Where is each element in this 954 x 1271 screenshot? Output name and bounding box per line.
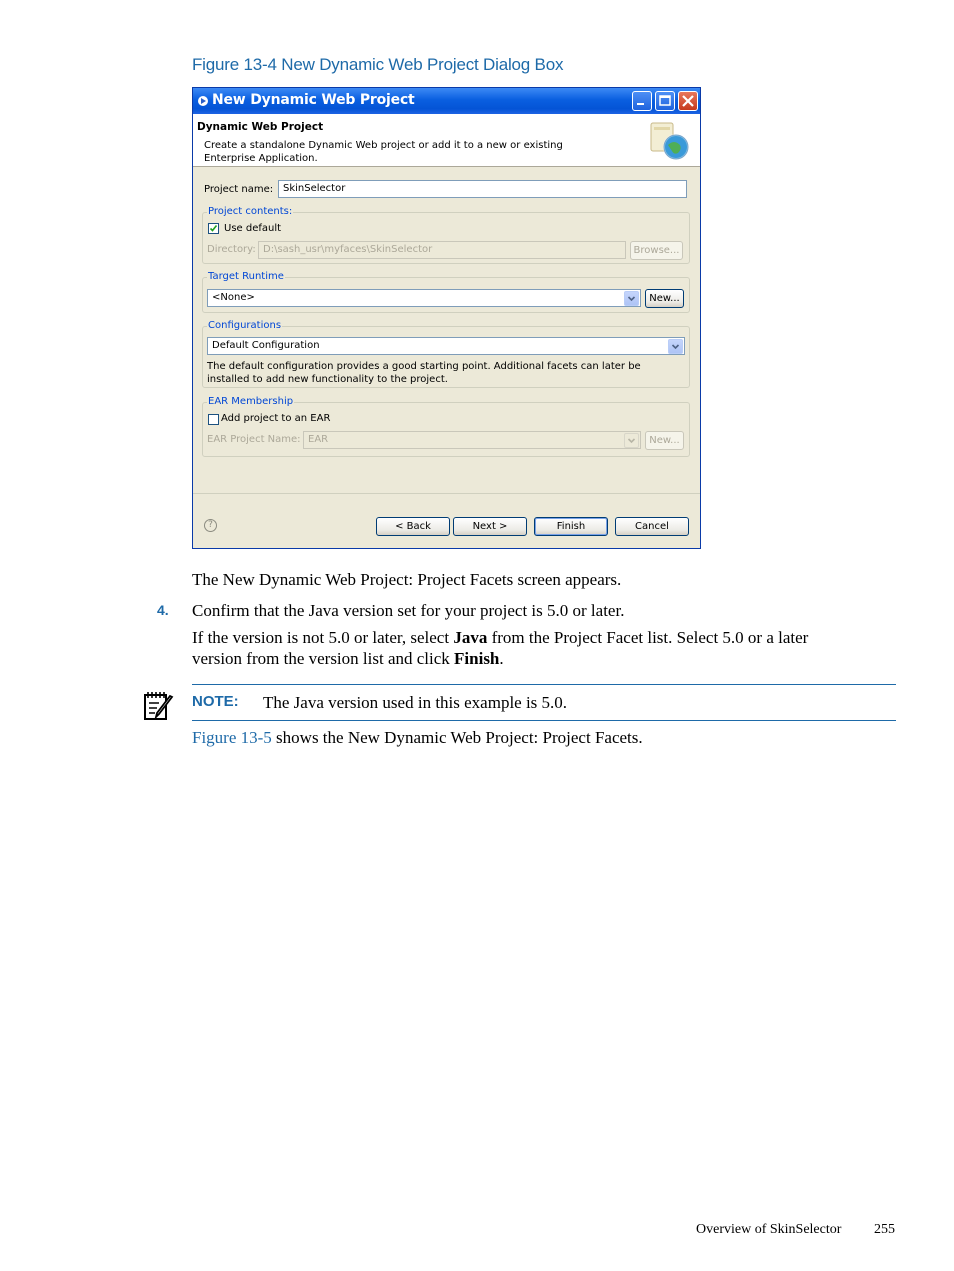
chevron-down-icon [625,434,638,447]
step-number: 4. [157,602,169,618]
note-icon [142,688,176,722]
note-text: The Java version used in this example is 5.0. [263,693,568,712]
web-project-wizard-icon [648,119,692,163]
ear-project-name-label: EAR Project Name: [207,434,301,445]
note-top-rule [192,684,896,685]
step-detail-text: from the Project Facet list. Select 5.0 or a later [487,628,809,647]
target-runtime-dropdown-arrow[interactable] [624,291,639,306]
new-runtime-button[interactable]: New... [645,289,684,308]
java-term: Java [453,628,488,647]
page-number: 255 [874,1222,895,1237]
header-description: Create a standalone Dynamic Web project or add it to a new or existing Enterprise Application. [204,140,563,164]
configuration-description: The default configuration provides a good starting point. Additional facets can later be installed to add new functionality to the project. [207,361,641,385]
use-default-label: Use default [224,223,282,234]
checkmark-icon [209,224,218,233]
close-icon [679,92,697,110]
button-bar-divider [193,493,700,494]
step-detail-line2 [192,649,504,669]
step-detail-text: . [499,649,504,668]
step-detail-text: version from the version list and click [192,649,455,668]
new-ear-button[interactable]: New... [645,431,684,450]
target-runtime-select[interactable]: <None> [207,289,641,307]
directory-label: Directory: [207,244,256,255]
figure-reference-paragraph [192,728,643,748]
chevron-down-icon [669,340,682,353]
figure-13-5-link[interactable]: Figure 13-5 [192,728,272,747]
note-label: NOTE: [192,693,239,710]
project-contents-label: Project contents: [208,206,293,217]
project-name-label: Project name: [204,184,274,195]
configurations-label: Configurations [208,320,282,331]
note-bottom-rule [192,720,896,721]
figure-reference-text: shows the New Dynamic Web Project: Project Facets. [271,728,643,747]
facets-screen-paragraph: The New Dynamic Web Project: Project Facets screen appears. [192,570,622,589]
maximize-icon [656,92,674,110]
ear-dropdown-arrow[interactable] [624,433,639,448]
add-to-ear-checkbox[interactable] [208,414,219,425]
configuration-dropdown-arrow[interactable] [668,339,683,354]
ear-project-name-select[interactable]: EAR [303,431,641,449]
step-detail-line1 [192,628,808,648]
help-icon[interactable]: ? [204,519,217,532]
finish-button[interactable]: Finish [534,517,608,536]
eclipse-icon [197,95,209,107]
minimize-button[interactable] [632,91,652,111]
header-title: Dynamic Web Project [197,121,324,133]
next-button[interactable]: Next > [453,517,527,536]
footer-section-title: Overview of SkinSelector [696,1222,842,1237]
back-button[interactable]: < Back [376,517,450,536]
cancel-button[interactable]: Cancel [615,517,689,536]
dialog-titlebar [193,88,700,114]
dialog-title: New Dynamic Web Project [212,92,415,108]
add-to-ear-label: Add project to an EAR [221,413,331,424]
target-runtime-label: Target Runtime [208,271,284,282]
step-text: Confirm that the Java version set for your project is 5.0 or later. [192,601,625,620]
browse-button[interactable]: Browse... [630,241,683,260]
dialog-header [193,114,700,167]
step-detail-text: If the version is not 5.0 or later, select [192,628,454,647]
project-name-input[interactable]: SkinSelector [278,180,687,198]
figure-caption: Figure 13-4 New Dynamic Web Project Dialog Box [192,55,564,74]
ear-membership-label: EAR Membership [208,396,294,407]
use-default-checkbox[interactable] [208,223,219,234]
finish-term: Finish [454,649,500,668]
directory-input[interactable]: D:\sash_usr\myfaces\SkinSelector [258,241,626,259]
maximize-button[interactable] [655,91,675,111]
chevron-down-icon [625,292,638,305]
configuration-select[interactable]: Default Configuration [207,337,685,355]
minimize-icon [633,92,651,110]
close-button[interactable] [678,91,698,111]
new-dynamic-web-project-dialog [192,87,701,549]
